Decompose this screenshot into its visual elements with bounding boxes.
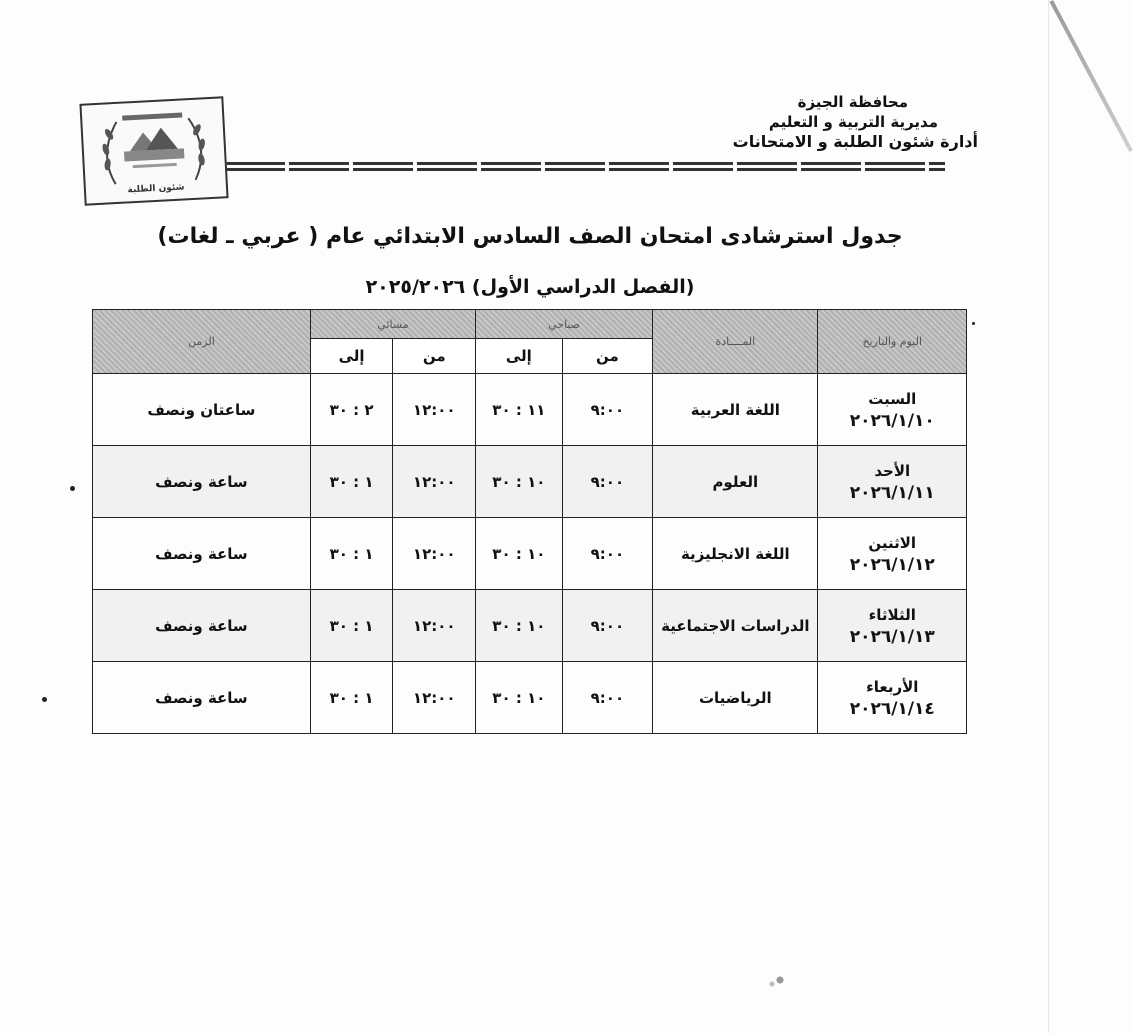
morning-from-cell: ٩:٠٠	[562, 446, 653, 518]
subject-cell: اللغة الانجليزية	[653, 518, 818, 590]
morning-to-cell: ١١ : ٣٠	[476, 374, 563, 446]
subject-cell: اللغة العربية	[653, 374, 818, 446]
morning-from-cell: ٩:٠٠	[562, 518, 653, 590]
directorate-name: مديرية التربية و التعليم	[768, 113, 938, 131]
header-subject: المــــادة	[653, 310, 818, 374]
table-row	[93, 374, 967, 446]
duration-cell: ساعة ونصف	[93, 446, 311, 518]
paper-edge	[1048, 0, 1049, 1033]
header-evening-from: من	[393, 339, 476, 374]
day-date-cell	[818, 662, 967, 734]
exam-date: ٢٠٢٦/١/١١	[849, 482, 935, 503]
evening-from-cell: ١٢:٠٠	[393, 590, 476, 662]
header-duration: الزمن	[93, 310, 311, 374]
evening-from-cell: ١٢:٠٠	[393, 662, 476, 734]
department-name: أدارة شئون الطلبة و الامتحانات	[732, 132, 978, 151]
evening-to-cell: ١ : ٣٠	[310, 590, 393, 662]
morning-from-cell: ٩:٠٠	[562, 374, 653, 446]
exam-date: ٢٠٢٦/١/١٠	[849, 410, 935, 431]
subject-cell: الدراسات الاجتماعية	[653, 590, 818, 662]
scan-smudge	[760, 960, 800, 1000]
day-name: السبت	[868, 389, 917, 408]
day-name: الأربعاء	[866, 677, 919, 696]
exam-date: ٢٠٢٦/١/١٤	[849, 698, 935, 719]
header-evening: مسائي	[310, 310, 475, 339]
header-morning-from: من	[562, 339, 653, 374]
morning-from-cell: ٩:٠٠	[562, 662, 653, 734]
header-evening-to: إلى	[310, 339, 393, 374]
day-name: الثلاثاء	[868, 605, 916, 624]
subject-cell: العلوم	[653, 446, 818, 518]
day-name: الأحد	[874, 461, 911, 480]
scan-speck	[972, 322, 975, 325]
duration-cell: ساعة ونصف	[93, 518, 311, 590]
schedule-subtitle: (الفصل الدراسي الأول) ٢٠٢٥/٢٠٢٦	[365, 276, 695, 298]
exam-schedule-table	[92, 309, 967, 734]
header-morning-to: إلى	[476, 339, 563, 374]
evening-to-cell: ١ : ٣٠	[310, 446, 393, 518]
morning-to-cell: ١٠ : ٣٠	[476, 590, 563, 662]
header-morning: صباحي	[476, 310, 653, 339]
governorate-name: محافظة الجيزة	[797, 93, 908, 111]
evening-from-cell: ١٢:٠٠	[393, 446, 476, 518]
table-row	[93, 662, 967, 734]
day-date-cell	[818, 590, 967, 662]
scan-speck	[70, 486, 75, 491]
morning-from-cell: ٩:٠٠	[562, 590, 653, 662]
schedule-title: جدول استرشادى امتحان الصف السادس الابتدائي عام ( عربي ـ لغات)	[157, 224, 903, 249]
morning-to-cell: ١٠ : ٣٠	[476, 662, 563, 734]
evening-to-cell: ٢ : ٣٠	[310, 374, 393, 446]
header-day-date: اليوم والتاريخ	[818, 310, 967, 374]
department-logo	[79, 96, 228, 205]
table-row	[93, 590, 967, 662]
letterhead	[733, 92, 978, 152]
duration-cell: ساعة ونصف	[93, 662, 311, 734]
page-fold-shadow	[1049, 0, 1132, 152]
day-name: الاثنين	[868, 533, 917, 552]
day-date-cell	[818, 446, 967, 518]
table-header-row	[93, 310, 967, 339]
table-row	[93, 446, 967, 518]
duration-cell: ساعتان ونصف	[93, 374, 311, 446]
day-date-cell	[818, 374, 967, 446]
duration-cell: ساعة ونصف	[93, 590, 311, 662]
evening-from-cell: ١٢:٠٠	[393, 374, 476, 446]
exam-date: ٢٠٢٦/١/١٢	[849, 554, 935, 575]
header-rule-bottom	[225, 168, 945, 171]
logo-caption: شئون الطلبة	[127, 182, 185, 196]
evening-from-cell: ١٢:٠٠	[393, 518, 476, 590]
morning-to-cell: ١٠ : ٣٠	[476, 446, 563, 518]
header-rule-top	[225, 162, 945, 165]
morning-to-cell: ١٠ : ٣٠	[476, 518, 563, 590]
evening-to-cell: ١ : ٣٠	[310, 662, 393, 734]
table-row	[93, 518, 967, 590]
day-date-cell	[818, 518, 967, 590]
exam-date: ٢٠٢٦/١/١٣	[849, 626, 935, 647]
subject-cell: الرياضيات	[653, 662, 818, 734]
scan-speck	[42, 697, 47, 702]
evening-to-cell: ١ : ٣٠	[310, 518, 393, 590]
